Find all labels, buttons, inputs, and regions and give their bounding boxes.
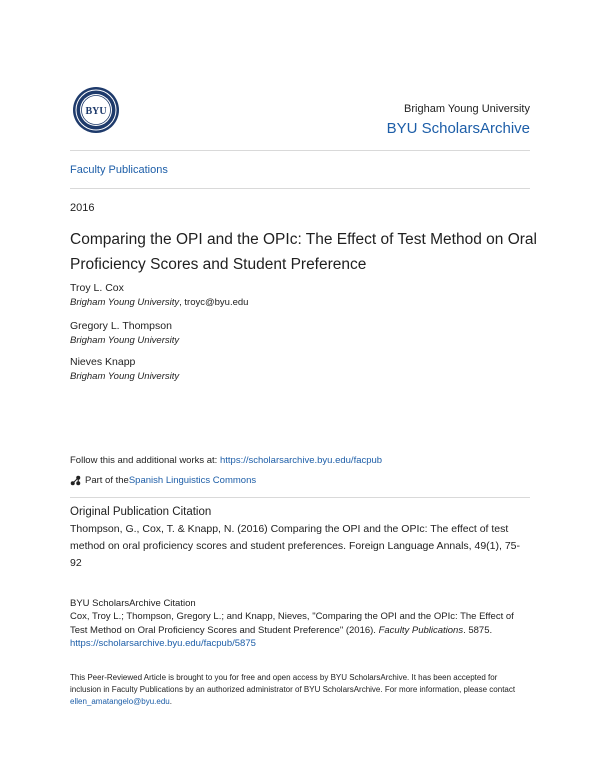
author-3: [70, 356, 179, 382]
author-affiliation: Brigham Young University: [70, 371, 180, 382]
author-email: troyc@byu.edu: [184, 297, 249, 308]
university-name: Brigham Young University: [404, 103, 530, 115]
collection-divider: [70, 188, 530, 189]
brand-block: [387, 103, 530, 137]
author-name: Troy L. Cox: [70, 282, 124, 294]
facpub-link[interactable]: https://scholarsarchive.byu.edu/facpub: [219, 455, 383, 466]
original-citation-text: Thompson, G., Cox, T. & Knapp, N. (2016) Comparing the OPI and the OPIc: The effect of test method on oral proficiency scores and student preferences. Foreign Language Annals, 49(1), 75-92: [70, 523, 521, 569]
contact-email-link[interactable]: ellen_amatangelo@byu.edu: [70, 697, 170, 706]
archive-citation-link[interactable]: https://scholarsarchive.byu.edu/facpub/5875: [70, 638, 256, 649]
author-name: Nieves Knapp: [70, 356, 136, 368]
archive-citation-heading: BYU ScholarsArchive Citation: [70, 598, 196, 609]
network-icon: [70, 475, 81, 486]
follow-line: Follow this and additional works at: https://scholarsarchive.byu.edu/facpub: [70, 455, 383, 466]
page-title: Comparing the OPI and the OPIc: The Effect of Test Method on Oral Proficiency Scores and Student Preference: [70, 231, 537, 273]
author-2: [70, 320, 179, 346]
author-affiliation: Brigham Young University: [70, 335, 180, 346]
archive-citation-text: Cox, Troy L.; Thompson, Gregory L.; and Knapp, Nieves, "Comparing the OPI and the OPIc: The Effect of Test Method on Oral Proficiency Scores and Student Preference" (2016). Faculty Publications. 5875. https://scholarsarchive.byu.edu/facpub/5875: [70, 611, 514, 649]
seal-text: BYU: [85, 106, 107, 117]
footer-notice: This Peer-Reviewed Article is brought to you for free and open access by BYU ScholarsArchive. It has been accepted for inclusion in Faculty Publications by an authorized administrator of BYU ScholarsArchive. For more information, please contact ellen_amatangelo@byu.edu.: [70, 673, 516, 706]
author-affiliation: Brigham Young University, troyc@byu.edu: [70, 297, 249, 308]
header-divider: [70, 150, 530, 151]
publication-year: 2016: [70, 202, 95, 214]
faculty-publications-link[interactable]: Faculty Publications: [70, 164, 168, 176]
scholarsarchive-link[interactable]: BYU ScholarsArchive: [386, 120, 530, 137]
journal-name: Faculty Publications: [378, 624, 464, 636]
byu-seal-logo: [72, 86, 120, 134]
part-of-line: Part of the Spanish Linguistics Commons: [70, 475, 256, 486]
section-divider: [70, 497, 530, 498]
author-name: Gregory L. Thompson: [70, 320, 172, 332]
author-1: [70, 282, 248, 308]
original-citation-heading: Original Publication Citation: [70, 506, 212, 518]
spanish-linguistics-link[interactable]: Spanish Linguistics Commons: [128, 475, 257, 486]
